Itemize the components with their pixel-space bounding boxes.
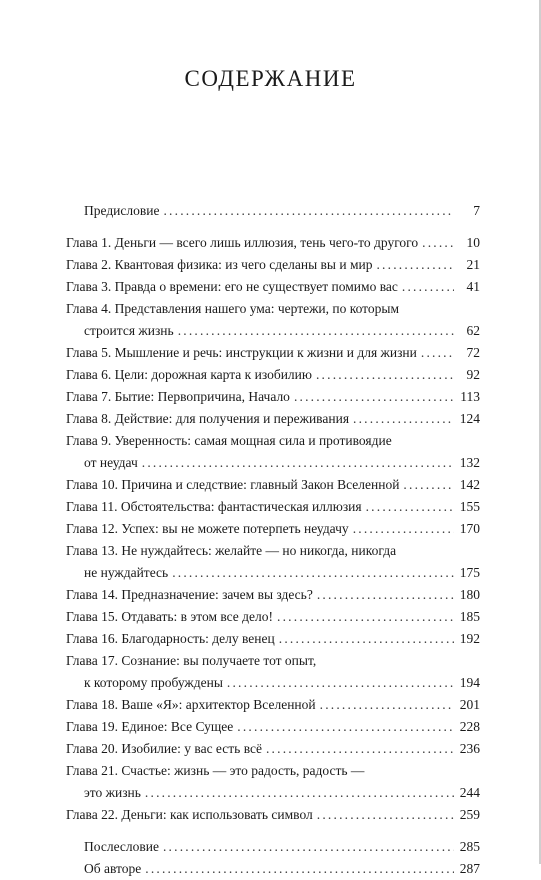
leader-dots xyxy=(421,342,454,364)
table-of-contents xyxy=(66,200,480,880)
leader-dots xyxy=(145,782,454,804)
toc-entry-page: 285 xyxy=(459,839,480,854)
toc-entry-title-cont: к которому пробуждены xyxy=(84,675,223,690)
leader-dots xyxy=(317,804,454,826)
toc-entry-page: 92 xyxy=(466,367,480,382)
toc-entry-page: 201 xyxy=(459,697,480,712)
toc-entry-chapter-21[interactable] xyxy=(66,760,480,782)
toc-entry-chapter-14[interactable] xyxy=(66,584,480,606)
page-title: СОДЕРЖАНИЕ xyxy=(184,66,357,91)
leader-dots xyxy=(227,672,454,694)
leader-dots xyxy=(320,694,454,716)
toc-entry-title: Глава 8. Действие: для получения и переживания xyxy=(66,411,350,426)
toc-entry-title-cont: строится жизнь xyxy=(84,323,174,338)
toc-entry-title-cont: от неудач xyxy=(84,455,138,470)
toc-entry-title: Глава 19. Единое: Все Сущее xyxy=(66,719,234,734)
toc-entry-title: Глава 13. Не нуждайтесь: желайте — но никогда, никогда xyxy=(66,543,397,558)
toc-entry-title: Глава 18. Ваше «Я»: архитектор Вселенной xyxy=(66,697,316,712)
leader-dots xyxy=(279,628,454,650)
toc-entry-title: Предисловие xyxy=(84,203,160,218)
leader-dots xyxy=(163,836,454,858)
toc-entry-title-cont: не нуждайтесь xyxy=(84,565,169,580)
toc-entry-page: 259 xyxy=(459,807,480,822)
leader-dots xyxy=(317,584,454,606)
leader-dots xyxy=(316,364,454,386)
toc-entry-page: 244 xyxy=(459,785,480,800)
toc-entry-chapter-3[interactable] xyxy=(66,276,480,298)
toc-entry-title: Глава 17. Сознание: вы получаете тот опыт, xyxy=(66,653,317,668)
leader-dots xyxy=(145,858,454,880)
toc-entry-page: 185 xyxy=(459,609,480,624)
toc-entry-chapter-5[interactable] xyxy=(66,342,480,364)
toc-entry-page: 170 xyxy=(459,521,480,536)
toc-entry-page: 175 xyxy=(459,565,480,580)
toc-entry-page: 113 xyxy=(460,389,480,404)
leader-dots xyxy=(403,474,454,496)
toc-entry-title: Глава 1. Деньги — всего лишь иллюзия, тень чего-то другого xyxy=(66,235,419,250)
toc-entry-chapter-17-cont[interactable] xyxy=(66,672,480,694)
toc-entry-page: 194 xyxy=(459,675,480,690)
toc-entry-chapter-4[interactable] xyxy=(66,298,480,320)
toc-entry-title: Глава 12. Успех: вы не можете потерпеть неудачу xyxy=(66,521,349,536)
leader-dots xyxy=(277,606,454,628)
toc-entry-title: Глава 11. Обстоятельства: фантастическая иллюзия xyxy=(66,499,362,514)
toc-entry-afterword[interactable] xyxy=(66,836,480,858)
toc-entry-chapter-10[interactable] xyxy=(66,474,480,496)
leader-dots xyxy=(294,386,454,408)
toc-entry-chapter-9-cont[interactable] xyxy=(66,452,480,474)
toc-entry-page: 132 xyxy=(459,455,480,470)
leader-dots xyxy=(178,320,454,342)
toc-entry-page: 228 xyxy=(459,719,480,734)
toc-entry-chapter-20[interactable] xyxy=(66,738,480,760)
toc-entry-chapter-9[interactable] xyxy=(66,430,480,452)
toc-entry-page: 62 xyxy=(466,323,480,338)
toc-entry-title: Послесловие xyxy=(84,839,159,854)
toc-entry-title: Глава 6. Цели: дорожная карта к изобилию xyxy=(66,367,312,382)
toc-entry-page: 21 xyxy=(466,257,480,272)
toc-entry-title: Глава 4. Представления нашего ума: чертежи, по которым xyxy=(66,301,400,316)
toc-entry-title: Глава 21. Счастье: жизнь — это радость, радость — xyxy=(66,763,365,778)
toc-entry-page: 72 xyxy=(466,345,480,360)
toc-entry-chapter-22[interactable] xyxy=(66,804,480,826)
toc-entry-page: 155 xyxy=(459,499,480,514)
leader-dots xyxy=(142,452,454,474)
leader-dots xyxy=(172,562,454,584)
toc-entry-chapter-13-cont[interactable] xyxy=(66,562,480,584)
toc-entry-page: 124 xyxy=(459,411,480,426)
leader-dots xyxy=(422,232,454,254)
toc-entry-title: Глава 2. Квантовая физика: из чего сделаны вы и мир xyxy=(66,257,373,272)
toc-entry-title: Глава 9. Уверенность: самая мощная сила и противоядие xyxy=(66,433,392,448)
toc-entry-chapter-13[interactable] xyxy=(66,540,480,562)
toc-entry-title: Глава 7. Бытие: Первопричина, Начало xyxy=(66,389,290,404)
toc-entry-title: Глава 20. Изобилие: у вас есть всё xyxy=(66,741,262,756)
toc-entry-chapter-16[interactable] xyxy=(66,628,480,650)
toc-entry-title: Глава 22. Деньги: как использовать символ xyxy=(66,807,313,822)
toc-entry-chapter-4-cont[interactable] xyxy=(66,320,480,342)
toc-entry-title: Об авторе xyxy=(84,861,142,876)
leader-dots xyxy=(163,200,454,222)
toc-entry-chapter-1[interactable] xyxy=(66,232,480,254)
leader-dots xyxy=(237,716,454,738)
leader-dots xyxy=(353,408,454,430)
toc-entry-chapter-19[interactable] xyxy=(66,716,480,738)
toc-entry-title: Глава 14. Предназначение: зачем вы здесь? xyxy=(66,587,313,602)
toc-entry-title: Глава 15. Отдавать: в этом все дело! xyxy=(66,609,274,624)
leader-dots xyxy=(353,518,454,540)
toc-entry-about-author[interactable] xyxy=(66,858,480,880)
toc-entry-page: 142 xyxy=(459,477,480,492)
toc-entry-page: 287 xyxy=(459,861,480,876)
toc-entry-chapter-7[interactable] xyxy=(66,386,480,408)
leader-dots xyxy=(376,254,454,276)
toc-entry-foreword[interactable] xyxy=(66,200,480,222)
toc-entry-title: Глава 5. Мышление и речь: инструкции к жизни и для жизни xyxy=(66,345,417,360)
toc-entry-chapter-2[interactable] xyxy=(66,254,480,276)
toc-entry-chapter-8[interactable] xyxy=(66,408,480,430)
toc-entry-chapter-12[interactable] xyxy=(66,518,480,540)
toc-entry-title-cont: это жизнь xyxy=(84,785,141,800)
toc-entry-page: 7 xyxy=(473,203,480,218)
toc-entry-page: 41 xyxy=(466,279,480,294)
toc-entry-page: 236 xyxy=(459,741,480,756)
toc-entry-title: Глава 10. Причина и следствие: главный Закон Вселенной xyxy=(66,477,400,492)
leader-dots xyxy=(266,738,454,760)
toc-entry-page: 10 xyxy=(466,235,480,250)
toc-entry-chapter-6[interactable] xyxy=(66,364,480,386)
toc-entry-title: Глава 3. Правда о времени: его не существует помимо вас xyxy=(66,279,398,294)
toc-entry-title: Глава 16. Благодарность: делу венец xyxy=(66,631,275,646)
toc-entry-chapter-18[interactable] xyxy=(66,694,480,716)
toc-entry-chapter-11[interactable] xyxy=(66,496,480,518)
toc-entry-page: 180 xyxy=(459,587,480,602)
toc-entry-page: 192 xyxy=(459,631,480,646)
leader-dots xyxy=(366,496,454,518)
leader-dots xyxy=(402,276,454,298)
toc-entry-chapter-17[interactable] xyxy=(66,650,480,672)
toc-entry-chapter-21-cont[interactable] xyxy=(66,782,480,804)
toc-entry-chapter-15[interactable] xyxy=(66,606,480,628)
